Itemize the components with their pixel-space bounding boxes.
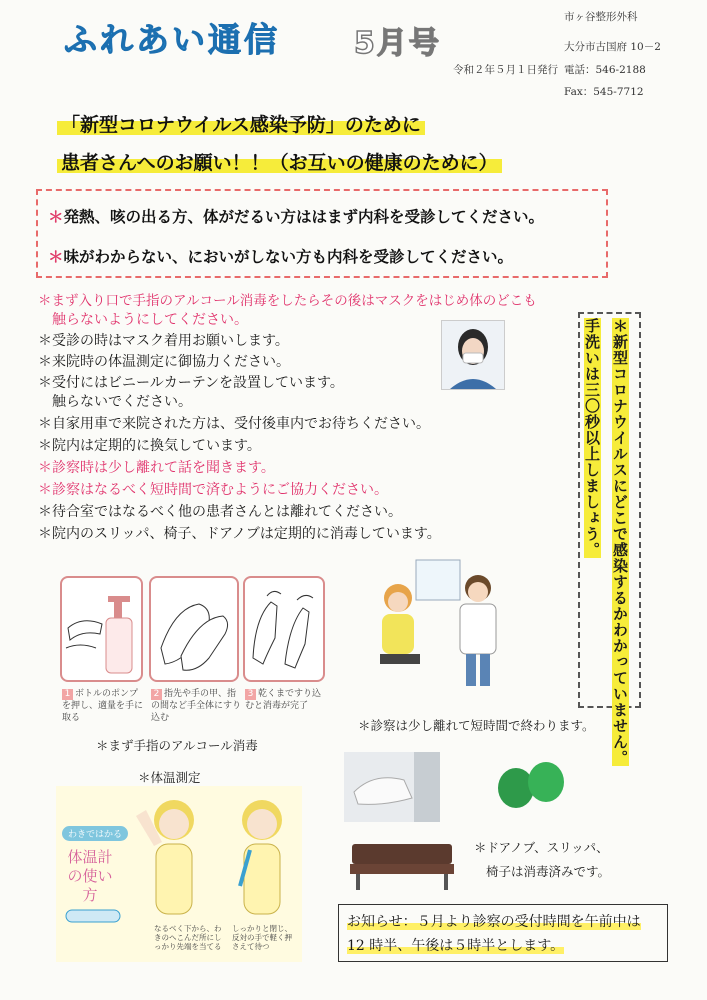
- thermometer-tag: わきではかる: [62, 826, 128, 841]
- headline-line1: 「新型コロナウイルス感染予防」のために: [57, 110, 425, 137]
- doctor-patient-icon: [368, 558, 518, 698]
- mask-person-image: [441, 320, 505, 390]
- sanitize-panel-2: [149, 576, 239, 682]
- sanitize-caption: ＊まず手指のアルコール消毒: [96, 738, 258, 753]
- hours-notice-box: [338, 904, 668, 962]
- vertical-notice-col2: 手洗いは三〇秒以上しましょう。: [579, 318, 606, 558]
- clinic-phone: 電話：546-2188: [564, 64, 646, 76]
- thermometer-note-2: しっかりと閉じ、反対の手で軽く押さえて待つ: [232, 924, 292, 951]
- clinic-address: 大分市古国府 10－2: [564, 41, 661, 53]
- asterisk-icon: ＊: [48, 208, 64, 226]
- slipper-icon: [490, 758, 570, 810]
- rule-item: 触らないようにしてください。: [38, 312, 248, 328]
- rule-item: ＊診察時は少し離れて話を聞きます。: [38, 460, 275, 476]
- rule-item: ＊来院時の体温測定に御協力ください。: [38, 354, 290, 370]
- notice-box: [36, 189, 608, 278]
- infection-notice-box: [578, 312, 641, 766]
- exam-caption: ＊診察は少し離れて短時間で終わります。: [358, 718, 595, 733]
- sanitize-step-2: 2 指先や手の甲、指の間など手全体にすり込む: [151, 689, 242, 723]
- doctor-patient-image: [368, 558, 518, 698]
- sanitize-panel-1: [60, 576, 143, 682]
- bench-icon: [348, 838, 456, 892]
- thermometer-title: 体温計の使い方: [67, 848, 113, 904]
- temperature-caption: ＊体温測定: [138, 770, 201, 785]
- rubbing-hands-icon: [151, 578, 237, 680]
- sanitize-step-1: 1 ボトルのポンプを押し、適量を手に取る: [62, 689, 144, 723]
- sanitize-panel-3: [243, 576, 325, 682]
- hours-notice-line2: 12 時半、午後は５時半とします。: [347, 938, 565, 954]
- thermometer-guide: [56, 786, 302, 962]
- vertical-notice-col1: ＊新型コロナウイルスにどこで感染するかわかっていません。: [607, 318, 634, 766]
- asterisk-icon: ＊: [48, 248, 64, 266]
- thermometer-people-icon: [114, 786, 304, 936]
- door-knob-image: [344, 752, 440, 822]
- rule-item: ＊自家用車で来院された方は、受付後車内でお待ちください。: [38, 416, 430, 432]
- clinic-name: 市ヶ谷整形外科: [564, 11, 638, 23]
- newsletter-title: ふれあい通信: [64, 20, 280, 59]
- rule-item: ＊院内は定期的に換気しています。: [38, 438, 261, 454]
- slippers-image: [490, 758, 570, 810]
- rule-item: ＊受付にはビニールカーテンを設置しています。: [38, 375, 344, 391]
- sanitize-step-3: 3 乾くまですり込むと消毒が完了: [245, 689, 322, 711]
- rule-item: ＊まず入り口で手指のアルコール消毒をしたらその後はマスクをはじめ体のどこも: [38, 293, 537, 309]
- door-wipe-icon: [344, 752, 440, 822]
- notice-item: ＊発熱、咳の出る方、体がだるい方ははまず内科を受診してください。: [48, 208, 545, 226]
- disinfect-caption-2: 椅子は消毒済みです。: [486, 864, 611, 879]
- thermometer-note-1: なるべく下から、わきのへこんだ所にしっかり先端を当てる: [154, 924, 222, 951]
- headline-line2: 患者さんへのお願い！！（お互いの健康のために）: [57, 148, 502, 175]
- rule-item: 触らないでください。: [38, 394, 192, 410]
- hours-notice-line1: お知らせ：５月より診察の受付時間を午前中は: [347, 914, 641, 930]
- thermometer-icon: [64, 904, 124, 928]
- rule-item: ＊受診の時はマスク着用お願いします。: [38, 333, 289, 349]
- clinic-fax: Fax：545-7712: [564, 86, 644, 98]
- bench-image: [348, 838, 456, 892]
- mask-person-icon: [442, 321, 504, 389]
- issue-label: 5月号: [354, 26, 441, 61]
- disinfect-caption-1: ＊ドアノブ、スリッパ、: [474, 840, 609, 855]
- sanitizer-bottle-icon: [62, 578, 141, 680]
- rule-item: ＊院内のスリッパ、椅子、ドアノブは定期的に消毒しています。: [38, 526, 441, 542]
- dry-hands-icon: [245, 578, 323, 680]
- notice-item: ＊味がわからない、においがしない方も内科を受診してください。: [48, 248, 514, 266]
- publish-date: 令和２年５月１日発行: [453, 64, 558, 76]
- rule-item: ＊診察はなるべく短時間で済むようにご協力ください。: [38, 482, 388, 498]
- rule-item: ＊待合室ではなるべく他の患者さんとは離れてください。: [38, 504, 402, 520]
